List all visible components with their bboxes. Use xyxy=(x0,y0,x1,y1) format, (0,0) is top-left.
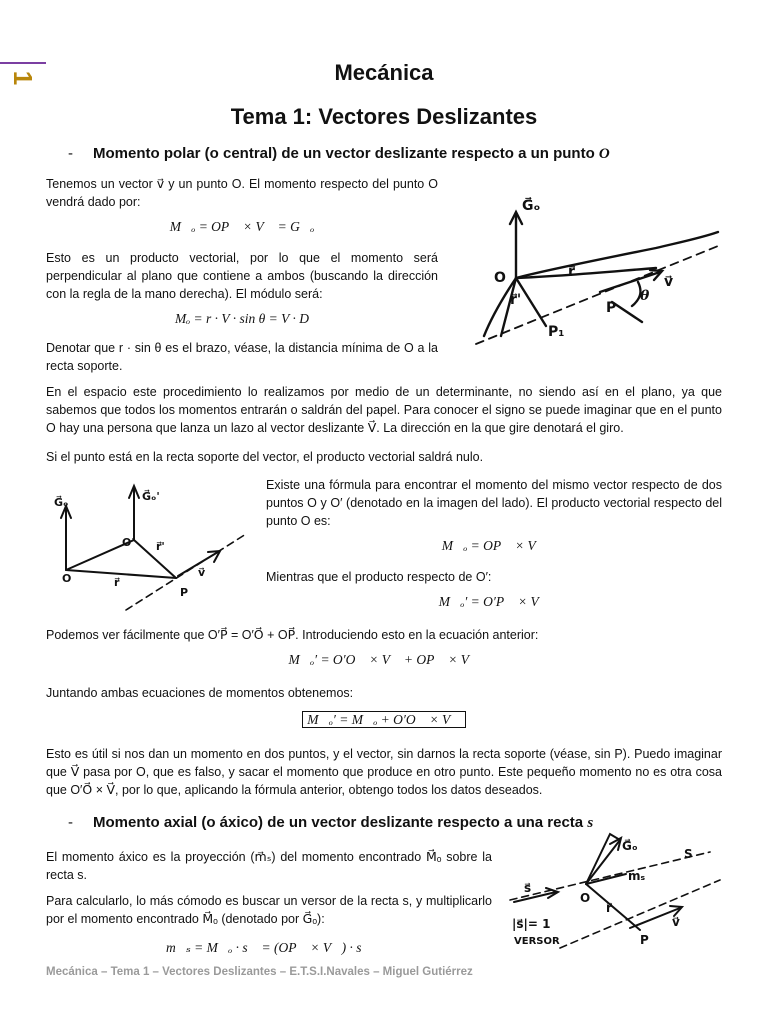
label-r: r⃗ xyxy=(606,901,612,915)
label-p: P xyxy=(180,586,189,599)
label-r-prime: r⃗' xyxy=(510,292,522,308)
label-p: P xyxy=(606,300,617,316)
label-v: v⃗ xyxy=(664,274,674,290)
figure-two-points-diagram xyxy=(46,474,256,614)
label-ms: mₛ xyxy=(628,869,646,883)
label-versor: VERSOR xyxy=(514,936,560,947)
paragraph-vector-product: Esto es un producto vectorial, por lo que el momento será perpendicular al plano que contiene a ambos (buscando la dirección con la regla de la mano derecha). El módulo será: xyxy=(46,251,438,301)
label-r-prime: r⃗' xyxy=(156,540,165,553)
paragraph-two-points: Existe una fórmula para encontrar el momento del mismo vector respecto de dos puntos O y O′ (denotado en la imagen del lado). El producto vectorial respecto del punto O es: xyxy=(266,478,722,528)
paragraph-space-determinant: En el espacio este procedimiento lo realizamos por medio de un determinante, no siendo así en el plano, ya que sabemos que todos los momentos entrarán o saldrán del papel. Para conocer el signo se puede imaginar que en el punto O hay una persona que lanza un lazo al vector deslizante V⃗. La dirección en la que gire denotará el giro. xyxy=(46,385,722,435)
section-heading-math: O xyxy=(598,146,610,162)
label-p: P xyxy=(640,933,649,947)
equation-axial: m⃗ₛ = M⃗ₒ · s⃗ = (OP⃗ × V⃗) · s⃗ xyxy=(166,940,372,955)
document-subtitle: Tema 1: Vectores Deslizantes xyxy=(230,104,538,129)
equation-mo-prime: M⃗ₒ′ = O′P⃗ × V⃗ xyxy=(438,594,550,609)
paragraph-axial-definition: El momento áxico es la proyección (m⃗ₛ) del momento encontrado M⃗ₒ sobre la recta s. xyxy=(46,850,492,882)
paragraph-easy-see: Podemos ver fácilmente que O′P⃗ = O′O⃗ + OP⃗. Introduciendo esto en la ecuación anterior: xyxy=(46,628,539,642)
document-title: Mecánica xyxy=(334,60,434,85)
label-o: O xyxy=(494,270,506,286)
section-heading-math: s xyxy=(587,815,594,831)
equation-modulus: Mₒ = r · V · sin θ = V · D xyxy=(175,311,309,326)
label-o: O xyxy=(62,572,72,585)
label-p1: P₁ xyxy=(548,324,565,340)
figure-moment-diagram xyxy=(456,186,726,356)
equation-moment: M⃗ₒ = OP⃗ × V⃗ = G⃗ₒ xyxy=(169,219,315,234)
paragraph-null-product: Si el punto está en la recta soporte del vector, el producto vectorial saldrá nulo. xyxy=(46,450,484,464)
label-s-vector: s⃗ xyxy=(524,881,532,895)
label-theta: θ xyxy=(640,288,650,304)
label-s-line: S xyxy=(684,847,693,861)
equation-boxed-container xyxy=(46,712,722,728)
label-go: G⃗ₒ xyxy=(522,198,541,214)
label-unit-modulus: |s⃗|= 1 xyxy=(512,917,551,931)
figure-axial-diagram xyxy=(500,832,725,962)
label-r: r⃗ xyxy=(568,264,575,280)
label-go: G⃗ₒ xyxy=(622,839,638,853)
section-heading-momento-axial xyxy=(68,814,593,832)
section-bullet: - xyxy=(68,814,73,831)
label-v: v⃗ xyxy=(672,915,680,929)
paragraph-joining: Juntando ambas ecuaciones de momentos obtenemos: xyxy=(46,686,354,700)
paragraph-respect-o-prime: Mientras que el producto respecto de O′: xyxy=(266,570,492,584)
paragraph-arm: Denotar que r · sin θ es el brazo, véase, la distancia mínima de O a la recta soporte. xyxy=(46,341,438,373)
paragraph-intro: Tenemos un vector v⃗ y un punto O. El momento respecto del punto O vendrá dado por: xyxy=(46,177,438,209)
label-o-prime: O' xyxy=(122,536,135,549)
page-footer: Mecánica – Tema 1 – Vectores Deslizantes – E.T.S.I.Navales – Miguel Gutiérrez xyxy=(46,966,473,978)
equation-boxed: M⃗ₒ′ = M⃗ₒ + O′O⃗ × V⃗ xyxy=(302,711,465,728)
section-heading-text: Momento axial (o áxico) de un vector deslizante respecto a una recta xyxy=(93,814,588,831)
paragraph-axial-calc: Para calcularlo, lo más cómodo es buscar un versor de la recta s, y multiplicarlo por el momento encontrado M⃗ₒ (denotado por G⃗ₒ): xyxy=(46,894,492,926)
equation-substitution: M⃗ₒ′ = O′O⃗ × V⃗ + OP⃗ × V⃗ xyxy=(288,652,480,667)
section-heading-momento-polar xyxy=(68,145,610,163)
section-bullet: - xyxy=(68,145,73,162)
page-number: 1 xyxy=(8,70,38,86)
label-o: O xyxy=(580,891,591,905)
label-r: r⃗ xyxy=(114,576,120,589)
paragraph-useful: Esto es útil si nos dan un momento en dos puntos, y el vector, sin darnos la recta soporte (véase, sin P). Puedo imaginar que V⃗ pasa por O, que es falso, y sacar el momento que produce en otro punto. Este pequeño momento no es otra cosa que O′O⃗ × V⃗, por lo que, aplicando la fórmula anterior, obtengo todos los datos deseados. xyxy=(46,747,722,797)
label-v: v⃗ xyxy=(198,566,206,579)
equation-mo: M⃗ₒ = OP⃗ × V⃗ xyxy=(441,538,547,553)
section-heading-text: Momento polar (o central) de un vector deslizante respecto a un punto xyxy=(93,145,599,162)
label-go-prime: G⃗ₒ' xyxy=(142,490,160,503)
label-go: G⃗ₒ xyxy=(54,496,69,509)
